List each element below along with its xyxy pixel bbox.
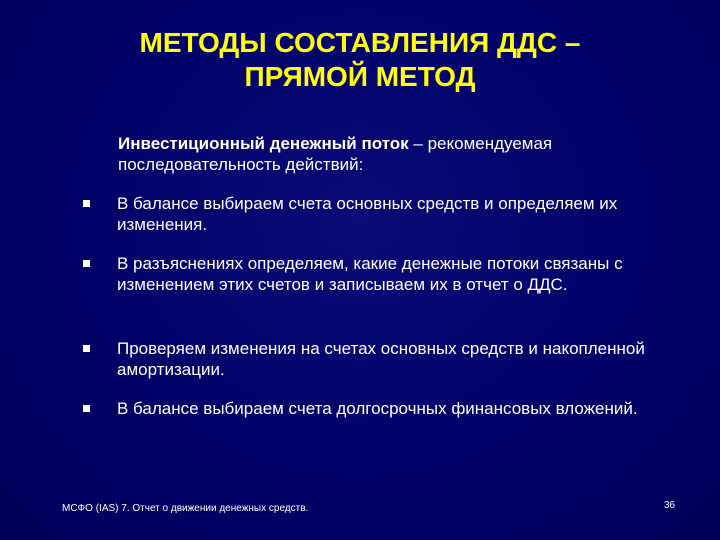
- square-bullet-icon: [83, 200, 90, 207]
- slide-footer: МСФО (IAS) 7. Отчет о движении денежных средств.: [62, 503, 309, 514]
- square-bullet-icon: [83, 345, 90, 352]
- square-bullet-icon: [83, 405, 90, 412]
- bullet-text: В разъяснениях определяем, какие денежные потоки связаны с изменением этих счетов и записываем их в отчет о ДДС.: [117, 254, 623, 294]
- slide-title: [60, 26, 660, 94]
- slide-title-line1: МЕТОДЫ СОСТАВЛЕНИЯ ДДС –: [139, 27, 581, 58]
- square-bullet-icon: [83, 260, 90, 267]
- page-number: 36: [664, 500, 676, 511]
- bullet-text: Проверяем изменения на счетах основных средств и накопленной амортизации.: [117, 339, 645, 379]
- intro-paragraph: [118, 133, 658, 175]
- intro-rest-text: – рекомендуемая последовательность действий:: [118, 134, 553, 174]
- slide-title-line2: ПРЯМОЙ МЕТОД: [244, 61, 476, 92]
- intro-bold-text: Инвестиционный денежный поток: [118, 134, 409, 153]
- bullet-text: В балансе выбираем счета основных средств и определяем их изменения.: [117, 194, 618, 234]
- bullet-text: В балансе выбираем счета долгосрочных финансовых вложений.: [117, 399, 638, 418]
